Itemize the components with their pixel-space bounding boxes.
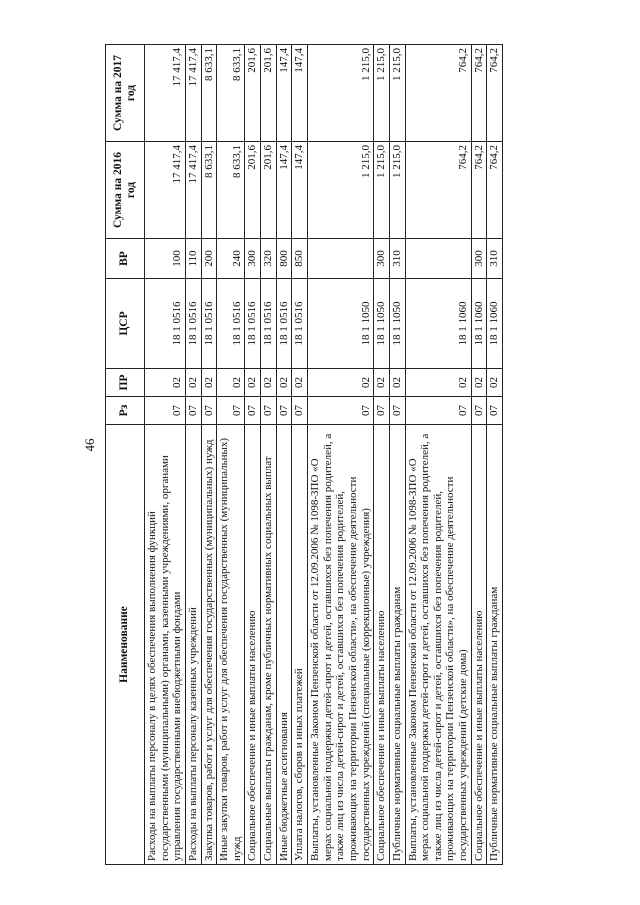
table-row — [185, 45, 201, 865]
cell-csr: 18 1 1060 — [405, 279, 471, 369]
cell-sum-2017: 1 215,0 — [308, 45, 374, 142]
cell-pr: 02 — [389, 369, 405, 397]
cell-vr: 110 — [185, 239, 201, 279]
cell-rz: 07 — [487, 397, 503, 425]
cell-csr: 18 1 0516 — [217, 279, 245, 369]
budget-table — [105, 44, 503, 865]
cell-pr: 02 — [201, 369, 217, 397]
table-row — [201, 45, 217, 865]
cell-csr: 18 1 0516 — [261, 279, 277, 369]
cell-rz: 07 — [308, 397, 374, 425]
cell-name: Уплата налогов, сборов и иных платежей — [292, 425, 308, 865]
cell-csr: 18 1 0516 — [292, 279, 308, 369]
cell-pr: 02 — [405, 369, 471, 397]
cell-rz: 07 — [276, 397, 292, 425]
cell-pr: 02 — [487, 369, 503, 397]
cell-vr — [308, 239, 374, 279]
cell-pr: 02 — [276, 369, 292, 397]
cell-pr: 02 — [261, 369, 277, 397]
cell-sum-2017: 8 633,1 — [201, 45, 217, 142]
cell-pr: 02 — [145, 369, 186, 397]
table-header-row — [106, 45, 145, 865]
cell-pr: 02 — [471, 369, 487, 397]
header-csr: ЦСР — [106, 279, 145, 369]
cell-vr: 310 — [487, 239, 503, 279]
table-row — [292, 45, 308, 865]
cell-sum-2017: 1 215,0 — [389, 45, 405, 142]
cell-csr: 18 1 0516 — [245, 279, 261, 369]
cell-name: Социальное обеспечение и иные выплаты населению — [245, 425, 261, 865]
table-row — [471, 45, 487, 865]
table-row — [374, 45, 390, 865]
table-row — [308, 45, 374, 865]
cell-pr: 02 — [185, 369, 201, 397]
cell-sum-2017: 147,4 — [276, 45, 292, 142]
cell-sum-2016: 764,2 — [487, 142, 503, 239]
cell-sum-2017: 764,2 — [471, 45, 487, 142]
cell-rz: 07 — [261, 397, 277, 425]
cell-pr: 02 — [245, 369, 261, 397]
cell-rz: 07 — [145, 397, 186, 425]
cell-vr: 850 — [292, 239, 308, 279]
cell-pr: 02 — [308, 369, 374, 397]
cell-rz: 07 — [471, 397, 487, 425]
cell-sum-2017: 147,4 — [292, 45, 308, 142]
cell-name: Расходы на выплаты персоналу казенных учреждений — [185, 425, 201, 865]
cell-vr — [405, 239, 471, 279]
cell-csr: 18 1 1050 — [389, 279, 405, 369]
cell-sum-2017: 201,6 — [245, 45, 261, 142]
cell-sum-2017: 201,6 — [261, 45, 277, 142]
header-sum-2016: Сумма на 2016 год — [106, 142, 145, 239]
table-row — [389, 45, 405, 865]
cell-sum-2016: 8 633,1 — [201, 142, 217, 239]
cell-sum-2016: 201,6 — [261, 142, 277, 239]
cell-rz: 07 — [405, 397, 471, 425]
cell-rz: 07 — [201, 397, 217, 425]
cell-sum-2016: 201,6 — [245, 142, 261, 239]
cell-sum-2016: 1 215,0 — [374, 142, 390, 239]
cell-csr: 18 1 0516 — [145, 279, 186, 369]
cell-rz: 07 — [374, 397, 390, 425]
cell-name: Социальное обеспечение и иные выплаты населению — [374, 425, 390, 865]
cell-name: Выплаты, установленные Законом Пензенской области от 12.09.2006 № 1098-ЗПО «О мерах социальной поддержки детей-сирот и детей, оставшихся без попечения родителей, а также лиц из числа детей-сирот и детей, оставшихся без попечения родителей, проживающих на территории Пензенской области», на обеспечение деятельности государственных учреждений (специальные (коррекционные) учреждения) — [308, 425, 374, 865]
cell-sum-2016: 764,2 — [471, 142, 487, 239]
header-sum-2017: Сумма на 2017 год — [106, 45, 145, 142]
cell-vr: 300 — [245, 239, 261, 279]
cell-sum-2016: 147,4 — [292, 142, 308, 239]
table-row — [276, 45, 292, 865]
cell-name: Закупка товаров, работ и услуг для обеспечения государственных (муниципальных) нужд — [201, 425, 217, 865]
table-row — [217, 45, 245, 865]
cell-sum-2017: 8 633,1 — [217, 45, 245, 142]
cell-sum-2017: 17 417,4 — [185, 45, 201, 142]
cell-sum-2016: 147,4 — [276, 142, 292, 239]
table-row — [487, 45, 503, 865]
header-pr: ПР — [106, 369, 145, 397]
header-vr: ВР — [106, 239, 145, 279]
cell-csr: 18 1 0516 — [201, 279, 217, 369]
cell-vr: 300 — [374, 239, 390, 279]
cell-rz: 07 — [185, 397, 201, 425]
cell-csr: 18 1 1060 — [487, 279, 503, 369]
cell-sum-2017: 764,2 — [487, 45, 503, 142]
table-container — [105, 45, 635, 865]
cell-csr: 18 1 1050 — [374, 279, 390, 369]
cell-sum-2017: 17 417,4 — [145, 45, 186, 142]
header-name: Наименование — [106, 425, 145, 865]
cell-csr: 18 1 1060 — [471, 279, 487, 369]
cell-vr: 240 — [217, 239, 245, 279]
table-row — [261, 45, 277, 865]
cell-sum-2016: 17 417,4 — [185, 142, 201, 239]
cell-sum-2017: 1 215,0 — [374, 45, 390, 142]
cell-vr: 200 — [201, 239, 217, 279]
cell-rz: 07 — [245, 397, 261, 425]
cell-csr: 18 1 0516 — [185, 279, 201, 369]
cell-csr: 18 1 1050 — [308, 279, 374, 369]
cell-rz: 07 — [292, 397, 308, 425]
cell-vr: 300 — [471, 239, 487, 279]
cell-vr: 100 — [145, 239, 186, 279]
cell-rz: 07 — [217, 397, 245, 425]
cell-name: Иные бюджетные ассигнования — [276, 425, 292, 865]
table-row — [245, 45, 261, 865]
cell-name: Публичные нормативные социальные выплаты гражданам — [487, 425, 503, 865]
cell-vr: 800 — [276, 239, 292, 279]
cell-sum-2016: 8 633,1 — [217, 142, 245, 239]
table-row — [405, 45, 471, 865]
cell-vr: 310 — [389, 239, 405, 279]
cell-sum-2016: 1 215,0 — [308, 142, 374, 239]
cell-name: Расходы на выплаты персоналу в целях обеспечения выполнения функций государственными (муниципальными) органами, казенными учреждениями, органами управления государственными внебюджетными фондами — [145, 425, 186, 865]
cell-csr: 18 1 0516 — [276, 279, 292, 369]
cell-name: Социальные выплаты гражданам, кроме публичных нормативных социальных выплат — [261, 425, 277, 865]
cell-name: Социальное обеспечение и иные выплаты населению — [471, 425, 487, 865]
page-number: 46 — [82, 438, 97, 452]
table-row — [145, 45, 186, 865]
cell-sum-2016: 1 215,0 — [389, 142, 405, 239]
cell-sum-2016: 17 417,4 — [145, 142, 186, 239]
cell-sum-2017: 764,2 — [405, 45, 471, 142]
cell-name: Выплаты, установленные Законом Пензенской области от 12.09.2006 № 1098-ЗПО «О мерах социальной поддержки детей-сирот и детей, оставшихся без попечения родителей, а также лиц из числа детей-сирот и детей, оставшихся без попечения родителей, проживающих на территории Пензенской области», на обеспечение деятельности государственных учреждений (детские дома) — [405, 425, 471, 865]
cell-name: Публичные нормативные социальные выплаты гражданам — [389, 425, 405, 865]
cell-rz: 07 — [389, 397, 405, 425]
rotated-table-frame — [105, 45, 535, 865]
cell-vr: 320 — [261, 239, 277, 279]
cell-pr: 02 — [292, 369, 308, 397]
cell-pr: 02 — [217, 369, 245, 397]
cell-pr: 02 — [374, 369, 390, 397]
cell-name: Иные закупки товаров, работ и услуг для обеспечения государственных (муниципальных) нужд — [217, 425, 245, 865]
cell-sum-2016: 764,2 — [405, 142, 471, 239]
table-body — [145, 45, 503, 865]
header-rz: Рз — [106, 397, 145, 425]
